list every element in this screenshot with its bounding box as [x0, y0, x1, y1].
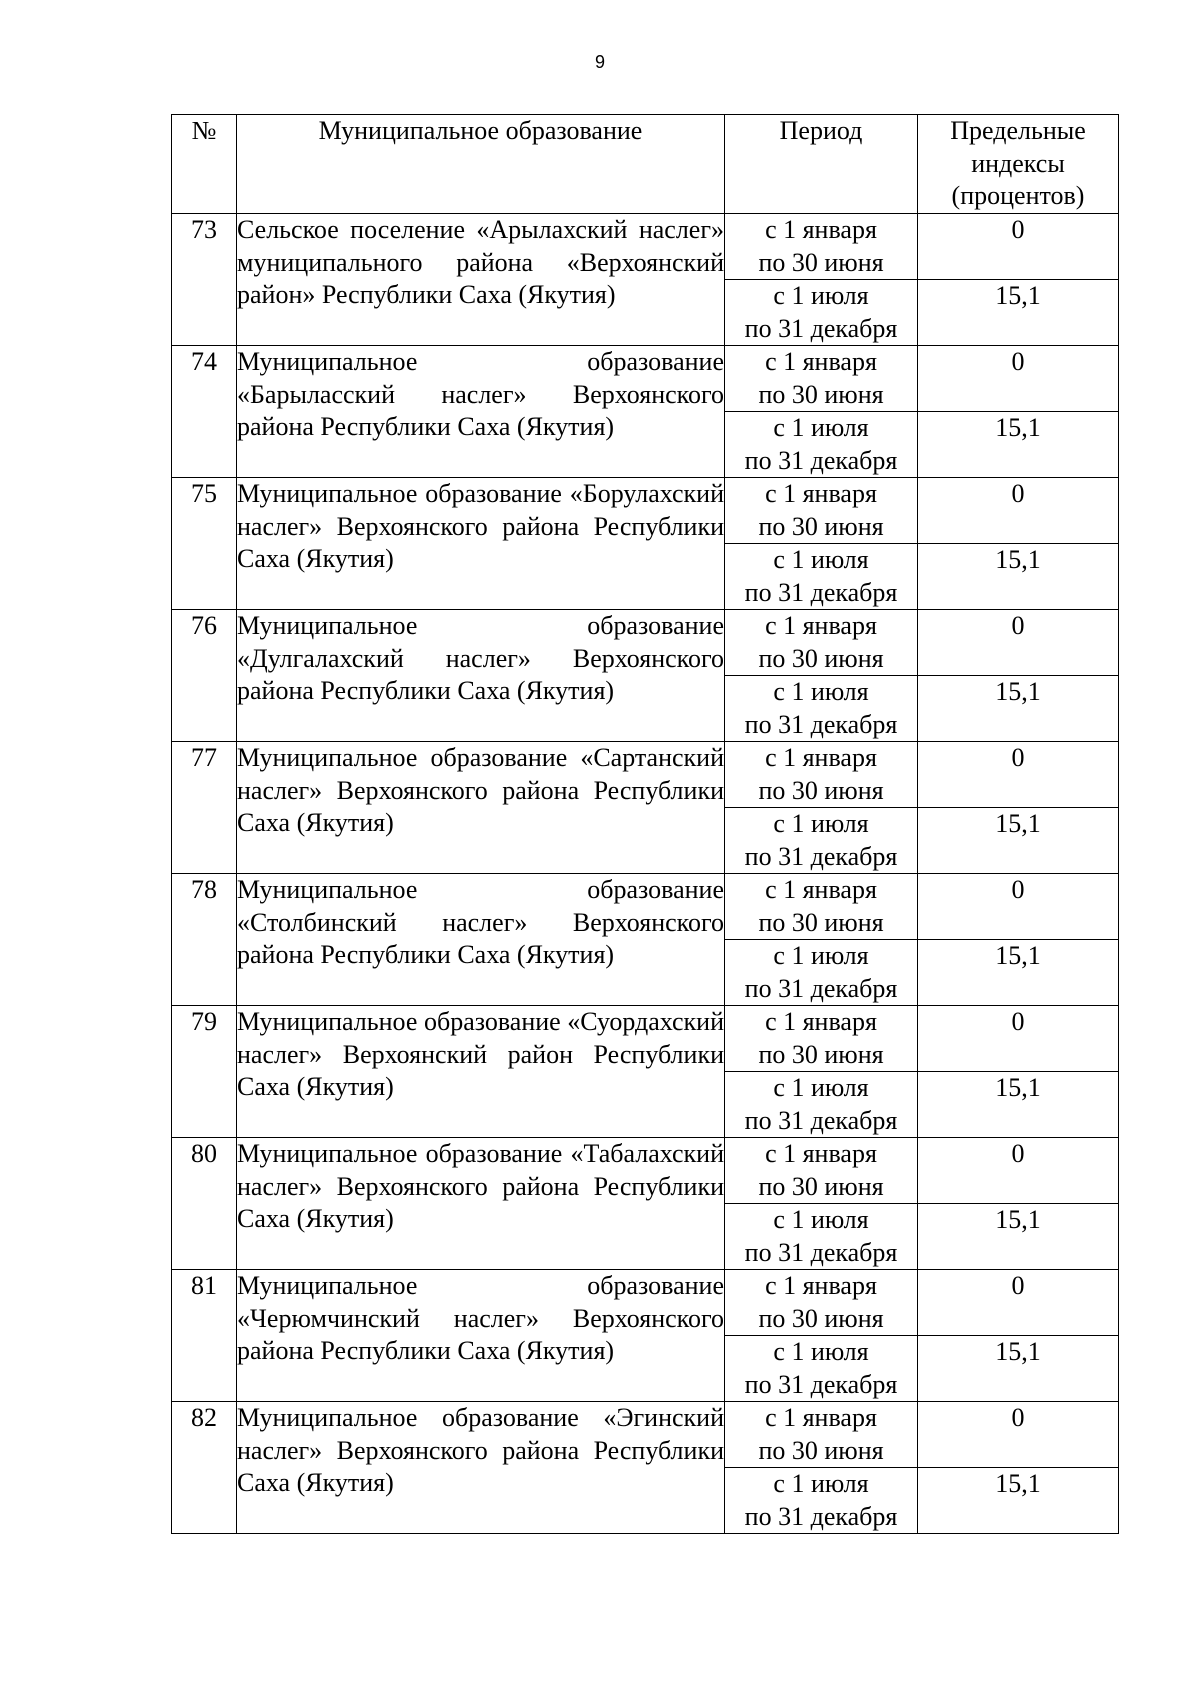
municipality-name	[237, 346, 725, 478]
period-end: по 31 декабря	[744, 1501, 898, 1531]
period-start: с 1 января	[765, 1007, 877, 1036]
period-end: по 31 декабря	[744, 841, 898, 871]
period-second-half	[725, 940, 918, 1006]
period-first-half	[725, 214, 918, 280]
limit-index-first-half: 0	[918, 1006, 1119, 1072]
limit-index-second-half: 15,1	[918, 1468, 1119, 1534]
period-end: по 31 декабря	[744, 973, 898, 1003]
limit-index-first-half: 0	[918, 1138, 1119, 1204]
period-end: по 31 декабря	[744, 445, 898, 475]
header-municipality-label: Муниципальное образование	[318, 116, 643, 145]
period-start: с 1 июля	[773, 1073, 869, 1102]
period-end: по 30 июня	[758, 1039, 884, 1069]
table-row	[172, 742, 1119, 808]
municipality-name-text: Муниципальное образование «Табалахский наслег» Верхоянского района Республики Саха (Якутия)	[237, 1139, 724, 1233]
municipality-name	[237, 742, 725, 874]
table-row	[172, 346, 1119, 412]
period-first-half	[725, 1402, 918, 1468]
row-number: 76	[172, 610, 237, 742]
municipality-name-text: Муниципальное образование «Эгинский наслег» Верхоянского района Республики Саха (Якутия)	[237, 1403, 724, 1497]
table-header-row	[172, 115, 1119, 214]
period-second-half	[725, 280, 918, 346]
limit-index-first-half: 0	[918, 214, 1119, 280]
row-number: 79	[172, 1006, 237, 1138]
period-start: с 1 января	[765, 1271, 877, 1300]
row-number: 77	[172, 742, 237, 874]
period-start: с 1 июля	[773, 677, 869, 706]
limit-index-first-half: 0	[918, 1270, 1119, 1336]
row-number: 74	[172, 346, 237, 478]
period-first-half	[725, 742, 918, 808]
limit-index-first-half: 0	[918, 742, 1119, 808]
municipality-name-text: Сельское поселение «Арылахский наслег» муниципального района «Верхоянский район» Республики Саха (Якутия)	[237, 215, 724, 309]
period-start: с 1 января	[765, 479, 877, 508]
period-start: с 1 июля	[773, 545, 869, 574]
period-end: по 30 июня	[758, 1435, 884, 1465]
period-second-half	[725, 1072, 918, 1138]
page-number: 9	[594, 52, 605, 72]
limit-index-first-half: 0	[918, 1402, 1119, 1468]
limit-index-first-half: 0	[918, 610, 1119, 676]
municipality-name	[237, 874, 725, 1006]
period-start: с 1 января	[765, 1139, 877, 1168]
period-end: по 30 июня	[758, 907, 884, 937]
limit-index-second-half: 15,1	[918, 1336, 1119, 1402]
limit-index-second-half: 15,1	[918, 808, 1119, 874]
period-end: по 30 июня	[758, 247, 884, 277]
table-row	[172, 1006, 1119, 1072]
row-number: 81	[172, 1270, 237, 1402]
period-second-half	[725, 1204, 918, 1270]
period-first-half	[725, 1138, 918, 1204]
row-number: 80	[172, 1138, 237, 1270]
limit-index-first-half: 0	[918, 874, 1119, 940]
table-body	[172, 214, 1119, 1534]
period-end: по 31 декабря	[744, 1105, 898, 1135]
period-second-half	[725, 1468, 918, 1534]
period-second-half	[725, 808, 918, 874]
period-start: с 1 января	[765, 611, 877, 640]
municipality-name	[237, 610, 725, 742]
municipality-name	[237, 1270, 725, 1402]
limit-index-table	[171, 114, 1119, 1534]
period-start: с 1 июля	[773, 941, 869, 970]
municipality-name	[237, 478, 725, 610]
header-limit-index-line-3: (процентов)	[951, 181, 1085, 210]
header-period-label: Период	[779, 116, 863, 145]
table-row	[172, 1402, 1119, 1468]
limit-index-first-half: 0	[918, 346, 1119, 412]
period-second-half	[725, 544, 918, 610]
header-limit-index-line-1: Предельные	[950, 116, 1086, 145]
period-first-half	[725, 1270, 918, 1336]
table-row	[172, 610, 1119, 676]
header-municipality	[237, 115, 725, 214]
limit-index-second-half: 15,1	[918, 676, 1119, 742]
period-start: с 1 января	[765, 875, 877, 904]
limit-index-second-half: 15,1	[918, 412, 1119, 478]
municipality-name	[237, 1402, 725, 1534]
period-end: по 30 июня	[758, 379, 884, 409]
limit-index-second-half: 15,1	[918, 280, 1119, 346]
table-row	[172, 214, 1119, 280]
period-end: по 31 декабря	[744, 1369, 898, 1399]
municipality-name-text: Муниципальное образование «Барыласский наслег» Верхоянского района Республики Саха (Якутия)	[237, 347, 724, 441]
table-row	[172, 874, 1119, 940]
header-number-label: №	[191, 116, 217, 145]
municipality-name-text: Муниципальное образование «Суордахский наслег» Верхоянский район Республики Саха (Якутия)	[237, 1007, 724, 1101]
period-second-half	[725, 1336, 918, 1402]
period-first-half	[725, 874, 918, 940]
period-start: с 1 июля	[773, 1205, 869, 1234]
period-first-half	[725, 346, 918, 412]
period-first-half	[725, 610, 918, 676]
table-row	[172, 1138, 1119, 1204]
period-start: с 1 июля	[773, 809, 869, 838]
period-start: с 1 июля	[773, 281, 869, 310]
period-end: по 31 декабря	[744, 313, 898, 343]
municipality-name	[237, 214, 725, 346]
period-start: с 1 июля	[773, 1469, 869, 1498]
period-start: с 1 января	[765, 1403, 877, 1432]
period-start: с 1 января	[765, 347, 877, 376]
row-number: 75	[172, 478, 237, 610]
period-first-half	[725, 1006, 918, 1072]
header-number	[172, 115, 237, 214]
table-row	[172, 1270, 1119, 1336]
period-end: по 31 декабря	[744, 709, 898, 739]
header-limit-index-line-2: индексы	[971, 148, 1065, 178]
period-end: по 30 июня	[758, 1171, 884, 1201]
municipality-name	[237, 1138, 725, 1270]
limit-index-first-half: 0	[918, 478, 1119, 544]
period-end: по 30 июня	[758, 775, 884, 805]
table-row	[172, 478, 1119, 544]
limit-index-second-half: 15,1	[918, 1204, 1119, 1270]
period-second-half	[725, 412, 918, 478]
header-limit-index	[918, 115, 1119, 214]
period-second-half	[725, 676, 918, 742]
period-start: с 1 июля	[773, 413, 869, 442]
limit-index-second-half: 15,1	[918, 940, 1119, 1006]
limit-index-second-half: 15,1	[918, 544, 1119, 610]
municipality-name-text: Муниципальное образование «Сартанский наслег» Верхоянского района Республики Саха (Якутия)	[237, 743, 724, 837]
period-start: с 1 января	[765, 215, 877, 244]
row-number: 73	[172, 214, 237, 346]
period-first-half	[725, 478, 918, 544]
header-period	[725, 115, 918, 214]
municipality-name-text: Муниципальное образование «Дулгалахский наслег» Верхоянского района Республики Саха (Якутия)	[237, 611, 724, 705]
limit-index-second-half: 15,1	[918, 1072, 1119, 1138]
period-end: по 30 июня	[758, 643, 884, 673]
period-start: с 1 июля	[773, 1337, 869, 1366]
period-end: по 30 июня	[758, 511, 884, 541]
municipality-name-text: Муниципальное образование «Столбинский наслег» Верхоянского района Республики Саха (Якутия)	[237, 875, 724, 969]
municipality-name-text: Муниципальное образование «Черюмчинский наслег» Верхоянского района Республики Саха (Якутия)	[237, 1271, 724, 1365]
municipality-name-text: Муниципальное образование «Борулахский наслег» Верхоянского района Республики Саха (Якутия)	[237, 479, 724, 573]
period-start: с 1 января	[765, 743, 877, 772]
period-end: по 31 декабря	[744, 1237, 898, 1267]
period-end: по 30 июня	[758, 1303, 884, 1333]
row-number: 78	[172, 874, 237, 1006]
municipality-name	[237, 1006, 725, 1138]
row-number: 82	[172, 1402, 237, 1534]
period-end: по 31 декабря	[744, 577, 898, 607]
